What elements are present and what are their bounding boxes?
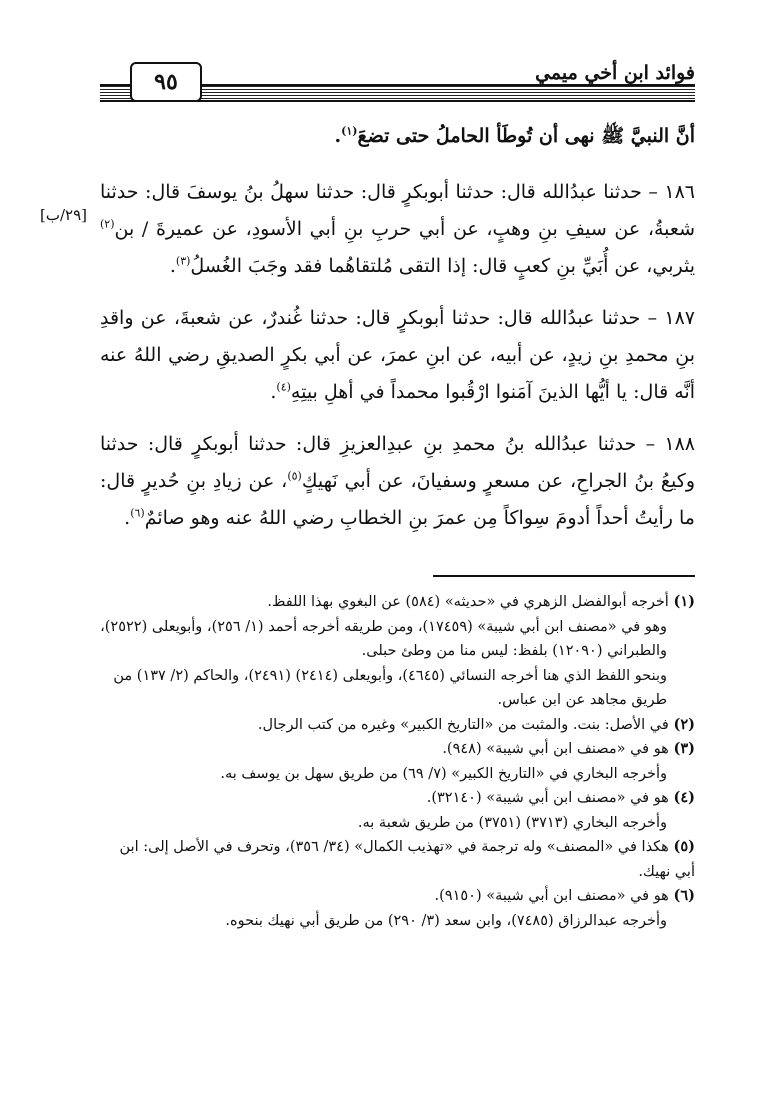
footnote xyxy=(100,713,695,738)
footnote-ref: (٢) xyxy=(100,217,115,231)
footnote-text: وأخرجه البخاري في «التاريخ الكبير» (٧/ ٦٩) من طريق سهل بن يوسف به. xyxy=(220,765,667,782)
footnote-number: (٢) xyxy=(673,715,695,733)
footnote-text: أخرجه أبوالفضل الزهري في «حديثه» (٥٨٤) عن البغوي بهذا اللفظ. xyxy=(267,594,669,610)
hadith-186 xyxy=(100,174,695,285)
paragraph: ١٨٦ – حدثنا عبدُالله قال: حدثنا أبوبكرٍ قال: حدثنا سهلُ بنُ يوسفَ قال: حدثنا شعبةُ، عن سيفِ بنِ وهبٍ، عن أبي حربِ بنِ أبي الأسودِ، عن عميرةَ / بن$^{(٢)}$ يثربي، عن أُبَيِّ بنِ كعبٍ قال: إذا التقى مُلتقاهُما فقد وجَبَ الغُسلُ$^{(٣)}$. xyxy=(100,181,695,277)
hadith-188 xyxy=(100,426,695,537)
text: ، عن زيادِ بنِ حُديرٍ قال: ما رأيتُ أحداً أدومَ سِواكاً مِن عمرَ بنِ الخطابِ رضي اللهُ عنه وهو صائمٌ xyxy=(100,470,695,529)
footnote-ref: (١) xyxy=(341,124,358,138)
text: ١٨٦ – حدثنا عبدُالله قال: حدثنا أبوبكرٍ قال: حدثنا سهلُ بنُ يوسفَ قال: حدثنا شعبةُ، عن سيفِ بنِ وهبٍ، عن أبي حربِ بنِ أبي الأسودِ، عن عميرةَ / بن xyxy=(100,181,695,240)
footnote-text: في الأصل: بنت. والمثبت من «التاريخ الكبير» وغيره من كتب الرجال. xyxy=(257,716,669,733)
footnote-separator xyxy=(433,575,695,577)
footnote xyxy=(100,811,695,836)
footnote-number: (٣) xyxy=(673,740,695,757)
manuscript-folio-marker: [٢٩/ب] xyxy=(40,206,88,224)
page-number: ٩٥ xyxy=(130,62,202,102)
footnote-number: (٤) xyxy=(673,789,695,806)
footnote-ref: (٤) xyxy=(276,380,291,394)
paragraph: ١٨٨ – حدثنا عبدُالله بنُ محمدِ بنِ عبدِالعزيزِ قال: حدثنا أبوبكرٍ قال: حدثنا وكيعُ بنُ الجراحِ، عن مسعرٍ وسفيانَ، عن أبي نَهيكٍ$^{(٥)}$، عن زيادِ بنِ حُديرٍ قال: ما رأيتُ أحداً أدومَ سِواكاً مِن عمرَ بنِ الخطابِ رضي اللهُ عنه وهو صائمٌ$^{(٦)}$. xyxy=(100,433,696,529)
text: أنَّ النبيَّ ﷺ نهى أن تُوطَأ الحاملُ حتى تضعَ xyxy=(357,125,695,147)
footnote-ref: (٣) xyxy=(175,254,191,268)
footnote-ref: (٥) xyxy=(287,469,302,483)
paragraph-continuation: أنَّ النبيَّ ﷺ نهى أن تُوطَأ الحاملُ حتى تضعَ$^{(١)}$. xyxy=(334,124,695,147)
footnote-text: وبنحو اللفظ الذي هنا أخرجه النسائي (٤٦٤٥)، وأبويعلى (٢٤١٤) (٢٤٩١)، والحاكم (٢/ ١٣٧) من طريق مجاهد عن ابن عباس. xyxy=(113,667,667,708)
footnote xyxy=(100,786,695,811)
body-text xyxy=(100,118,695,155)
footnote-text: وهو في «مصنف ابن أبي شيبة» (١٧٤٥٩)، ومن طريقه أخرجه أحمد (١/ ٢٥٦)، وأبويعلى (٢٥٢٢)، والطبراني (١٢٠٩٠) بلفظ: ليس منا من وطئ حبلى. xyxy=(100,618,667,659)
book-title: فوائد ابن أخي ميمي xyxy=(527,62,695,84)
footnote xyxy=(100,590,695,615)
footnote xyxy=(100,615,695,664)
footnote xyxy=(100,884,695,909)
footnote-text: وأخرجه عبدالرزاق (٧٤٨٥)، وابن سعد (٣/ ٢٩٠) من طريق أبي نهيك بنحوه. xyxy=(225,912,667,929)
text: يثربي، عن أُبَيِّ بنِ كعبٍ قال: إذا التقى مُلتقاهُما فقد وجَبَ الغُسلُ xyxy=(190,255,695,277)
footnote xyxy=(100,664,695,713)
footnote-text: هو في «مصنف ابن أبي شيبة» (٩١٥٠). xyxy=(434,888,669,904)
footnote-text: هو في «مصنف ابن أبي شيبة» (٩٤٨). xyxy=(442,741,669,757)
text: ١٨٨ – حدثنا عبدُالله بنُ محمدِ بنِ عبدِالعزيزِ قال: حدثنا أبوبكرٍ قال: حدثنا وكيعُ بنُ الجراحِ، عن مسعرٍ وسفيانَ، عن أبي نَهيكٍ xyxy=(100,433,696,492)
footnote-text: هو في «مصنف ابن أبي شيبة» (٣٢١٤٠). xyxy=(426,790,669,806)
running-header xyxy=(100,62,695,98)
footnote-text: هكذا في «المصنف» وله ترجمة في «تهذيب الكمال» (٣٤/ ٣٥٦)، وتحرف في الأصل إلى: ابن أبي نهيك. xyxy=(119,839,695,880)
paragraph: ١٨٧ – حدثنا عبدُالله قال: حدثنا أبوبكرٍ قال: حدثنا غُندرٌ، عن شعبةَ، عن واقدِ بنِ محمدِ بنِ زيدٍ، عن أبيه، عن ابنِ عمرَ، عن أبي بكرٍ الصديقِ رضي اللهُ عنه أنَّه قال: يا أيُّها الذينَ آمَنوا ارْقُبوا محمداً في أهلِ بيتِهِ$^{(٤)}$. xyxy=(100,307,695,403)
footnotes xyxy=(100,590,695,933)
hadith-187 xyxy=(100,300,695,411)
footnote-text: وأخرجه البخاري (٣٧١٣) (٣٧٥١) من طريق شعبة به. xyxy=(357,814,667,831)
footnote xyxy=(100,909,695,934)
text: ١٨٧ – حدثنا عبدُالله قال: حدثنا أبوبكرٍ قال: حدثنا غُندرٌ، عن شعبةَ، عن واقدِ بنِ محمدِ بنِ زيدٍ، عن أبيه، عن ابنِ عمرَ، عن أبي بكرٍ الصديقِ رضي اللهُ عنه أنَّه قال: يا أيُّها الذينَ آمَنوا ارْقُبوا محمداً في أهلِ بيتِهِ xyxy=(100,307,695,403)
footnote-number: (٦) xyxy=(673,887,695,904)
footnote xyxy=(100,737,695,762)
footnote xyxy=(100,835,695,884)
footnote-number: (١) xyxy=(673,593,695,610)
footnote-ref: (٦) xyxy=(130,506,145,520)
footnote xyxy=(100,762,695,787)
footnote-number: (٥) xyxy=(673,838,695,855)
